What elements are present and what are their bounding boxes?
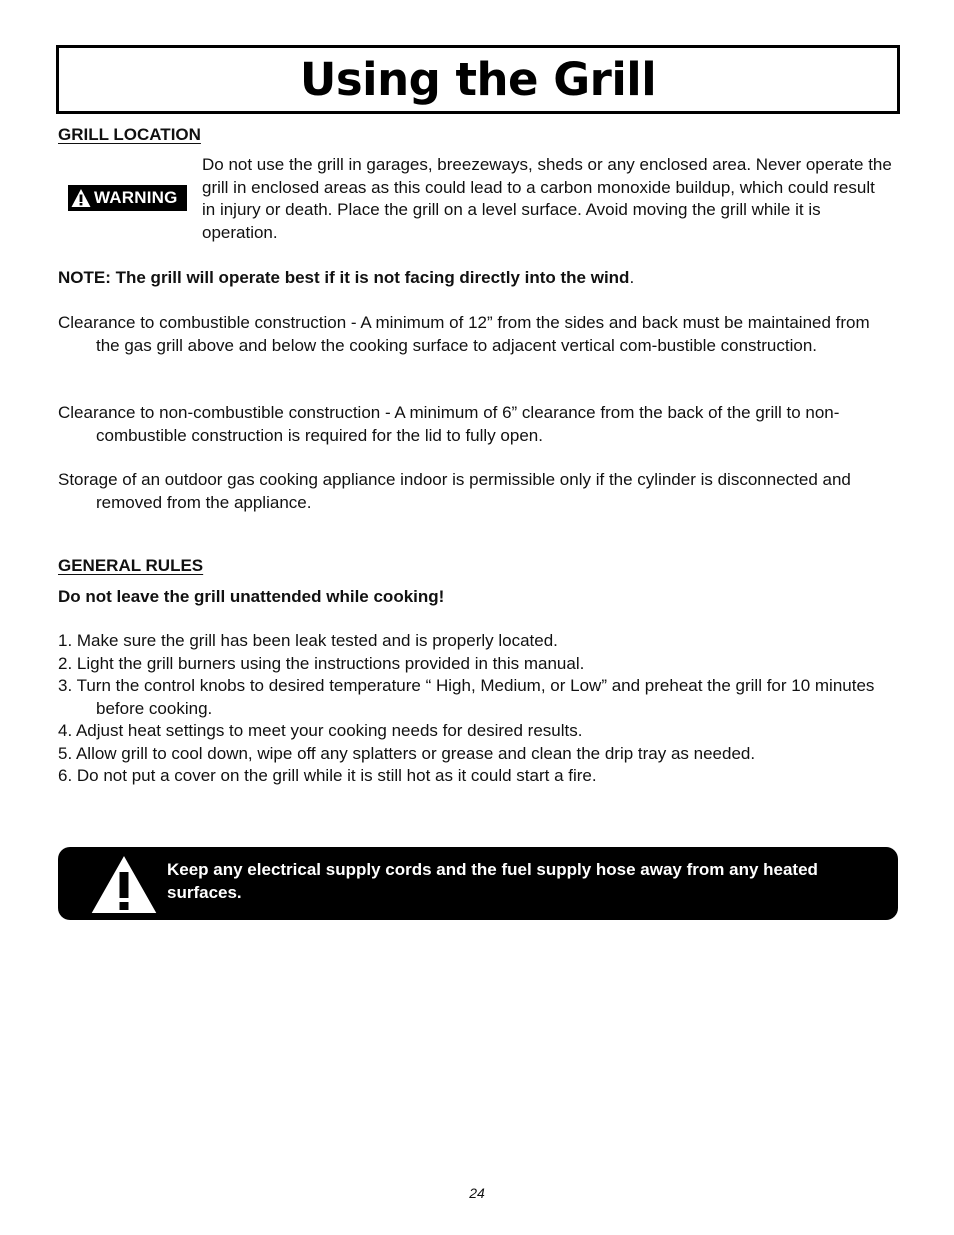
wind-note-end: . bbox=[629, 268, 635, 287]
page-title: Using the Grill bbox=[299, 53, 657, 106]
alert-text: Keep any electrical supply cords and the fuel supply hose away from any heated surfaces. bbox=[167, 860, 818, 902]
list-item: 3. Turn the control knobs to desired temperature “ High, Medium, or Low” and preheat the grill for 10 minutes before cooking. bbox=[58, 676, 875, 718]
section-heading-general-rules: GENERAL RULES bbox=[58, 556, 204, 575]
title-box bbox=[56, 45, 900, 114]
warning-triangle-icon bbox=[88, 852, 160, 916]
storage-paragraph: Storage of an outdoor gas cooking appliance indoor is permissible only if the cylinder is disconnected and removed from the appliance. bbox=[58, 470, 851, 512]
list-item: 4. Adjust heat settings to meet your cooking needs for desired results. bbox=[58, 721, 583, 740]
list-item: 6. Do not put a cover on the grill while it is still hot as it could start a fire. bbox=[58, 766, 597, 785]
general-rules-subheading: Do not leave the grill unattended while cooking! bbox=[58, 587, 445, 606]
list-item: 2. Light the grill burners using the instructions provided in this manual. bbox=[58, 653, 585, 673]
warning-badge-label: WARNING bbox=[94, 188, 178, 207]
warning-triangle-icon bbox=[71, 188, 91, 208]
wind-note bbox=[58, 267, 898, 290]
general-rules-list bbox=[58, 630, 888, 788]
wind-note-bold: NOTE: The grill will operate best if it is not facing directly into the wind bbox=[58, 268, 630, 287]
page-number: 24 bbox=[469, 1185, 485, 1201]
section-heading-grill-location: GRILL LOCATION bbox=[58, 125, 201, 144]
clearance-combustible-paragraph: Clearance to combustible construction - A minimum of 12” from the sides and back must be maintained from the gas grill above and below the cooking surface to adjacent vertical com-bustible construction. bbox=[58, 313, 870, 355]
clearance-noncombustible-paragraph: Clearance to non-combustible construction - A minimum of 6” clearance from the back of the grill to non-combustible construction is required for the lid to fully open. bbox=[58, 403, 840, 445]
warning-badge bbox=[68, 185, 187, 211]
alert-box bbox=[58, 847, 898, 920]
warning-paragraph: Do not use the grill in garages, breezeways, sheds or any enclosed area. Never operate the grill in enclosed areas as this could lead to a carbon monoxide buildup, which could result in injury or death. Place the grill on a level surface. Avoid moving the grill while it is operation. bbox=[202, 155, 892, 242]
list-item: 1. Make sure the grill has been leak tested and is properly located. bbox=[58, 631, 558, 650]
list-item: 5. Allow grill to cool down, wipe off any splatters or grease and clean the drip tray as needed. bbox=[58, 743, 756, 763]
